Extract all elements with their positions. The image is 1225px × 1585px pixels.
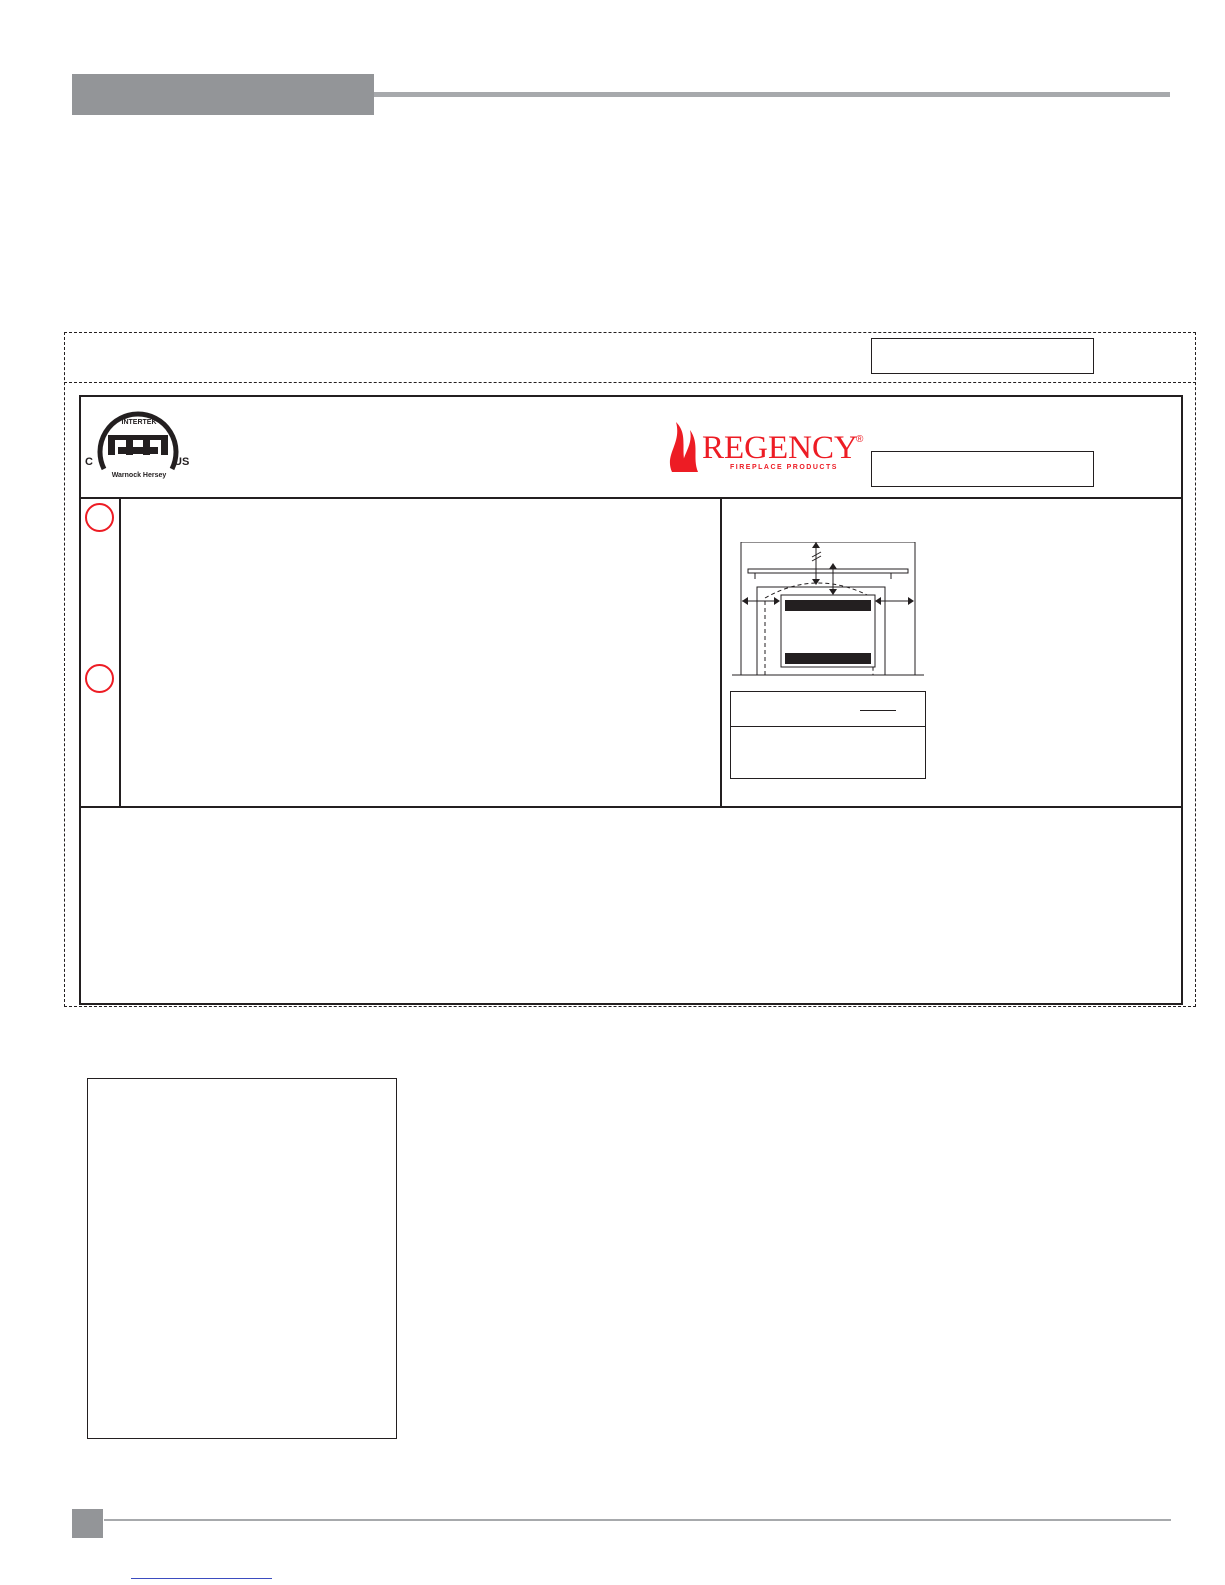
footer-divider xyxy=(80,806,1183,808)
brand-tagline: FIREPLACE PRODUCTS xyxy=(730,464,838,471)
us-mark: US xyxy=(174,456,190,468)
link-underline xyxy=(131,1578,272,1579)
sidebar-note-box xyxy=(87,1078,397,1439)
serial-number-field-top xyxy=(871,338,1094,374)
section-header-tab xyxy=(72,74,374,115)
clearance-table xyxy=(730,691,926,779)
registered-mark: ® xyxy=(856,434,864,445)
intertek-ring-text: INTERTEK xyxy=(121,419,157,426)
warning-column-divider xyxy=(119,498,121,806)
page-number-tab xyxy=(72,1509,103,1538)
brand-wordmark: REGENCY xyxy=(702,430,858,466)
header-divider xyxy=(80,497,1183,499)
certification-logo xyxy=(84,407,194,487)
section-header-rule xyxy=(374,92,1170,97)
rating-label-cut-line xyxy=(64,382,1196,383)
clearance-table-divider xyxy=(731,726,925,727)
warning-marker-1 xyxy=(85,503,114,532)
warning-marker-2 xyxy=(85,664,114,693)
clearance-value-underline xyxy=(860,710,896,711)
warnock-hersey-certification-icon xyxy=(108,435,168,455)
model-number-field xyxy=(871,451,1094,487)
footer-rule xyxy=(104,1519,1171,1521)
canada-mark: C xyxy=(85,456,93,468)
warnock-hersey-text: Warnock Hersey xyxy=(111,472,167,479)
regency-logo xyxy=(668,420,876,478)
diagram-column-divider xyxy=(720,498,722,806)
flame-icon xyxy=(670,422,698,472)
